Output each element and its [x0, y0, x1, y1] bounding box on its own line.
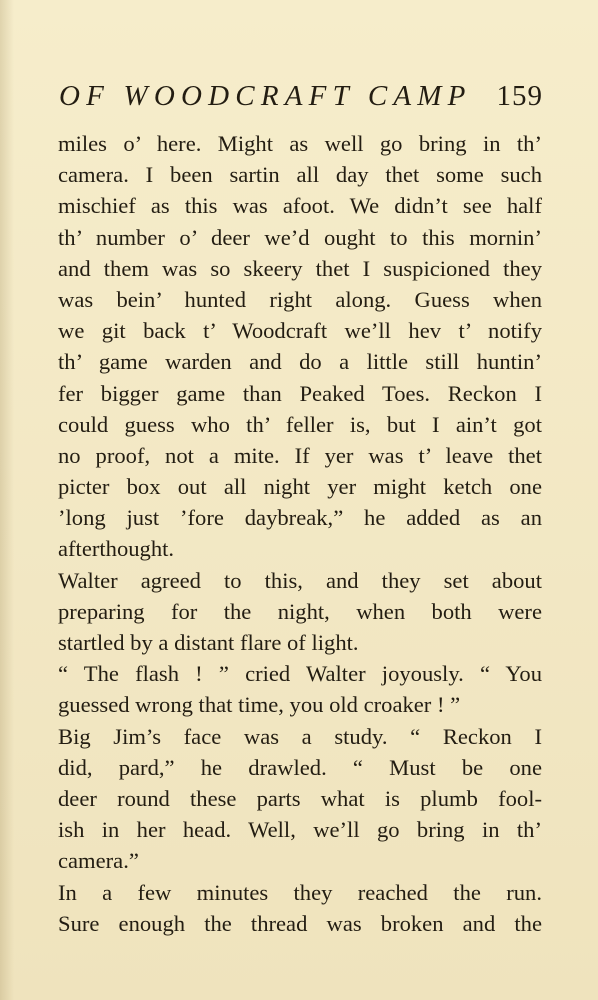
body-text [58, 128, 542, 939]
running-head: OF WOODCRAFT CAMP [59, 80, 472, 112]
text-line: th’ number o’ deer we’d ought to this mornin’ [58, 224, 542, 250]
text-line: and them was so skeery thet I suspicioned they [58, 255, 542, 281]
text-line: ’long just ’fore daybreak,” he added as an [58, 505, 542, 531]
text-line: th’ game warden and do a little still huntin’ [58, 349, 542, 375]
text-line: guessed wrong that time, you old croaker ! ” [58, 692, 461, 718]
text-line: mischief as this was afoot. We didn’t see half [58, 193, 542, 219]
gutter-shadow [0, 0, 14, 1000]
text-line: was bein’ hunted right along. Guess when [58, 286, 542, 312]
text-line: startled by a distant flare of light. [58, 630, 359, 655]
text-line: preparing for the night, when both were [58, 598, 542, 624]
text-line: deer round these parts what is plumb fool- [58, 785, 542, 811]
page-header [59, 76, 543, 116]
text-line: Big Jim’s face was a study. “ Reckon I [58, 723, 542, 749]
text-line: could guess who th’ feller is, but I ain’t got [58, 411, 542, 437]
text-line: Sure enough the thread was broken and the [58, 910, 542, 936]
text-line: we git back t’ Woodcraft we’ll hev t’ notify [58, 318, 542, 344]
text-line: In a few minutes they reached the run. [58, 879, 542, 905]
text-line: “ The flash ! ” cried Walter joyously. “ You [58, 661, 542, 687]
text-line: camera. I been sartin all day thet some such [58, 162, 542, 188]
text-line: did, pard,” he drawled. “ Must be one [58, 754, 542, 780]
text-line: Walter agreed to this, and they set about [58, 567, 542, 593]
text-line: afterthought. [58, 536, 175, 562]
text-line: camera.” [58, 848, 139, 874]
text-line: picter box out all night yer might ketch one [58, 474, 542, 500]
text-line: fer bigger game than Peaked Toes. Reckon I [58, 380, 542, 406]
text-line: ish in her head. Well, we’ll go bring in th’ [58, 817, 542, 843]
page-number: 159 [496, 80, 543, 112]
text-line: miles o’ here. Might as well go bring in th’ [58, 131, 542, 156]
text-line: no proof, not a mite. If yer was t’ leave thet [58, 442, 542, 468]
